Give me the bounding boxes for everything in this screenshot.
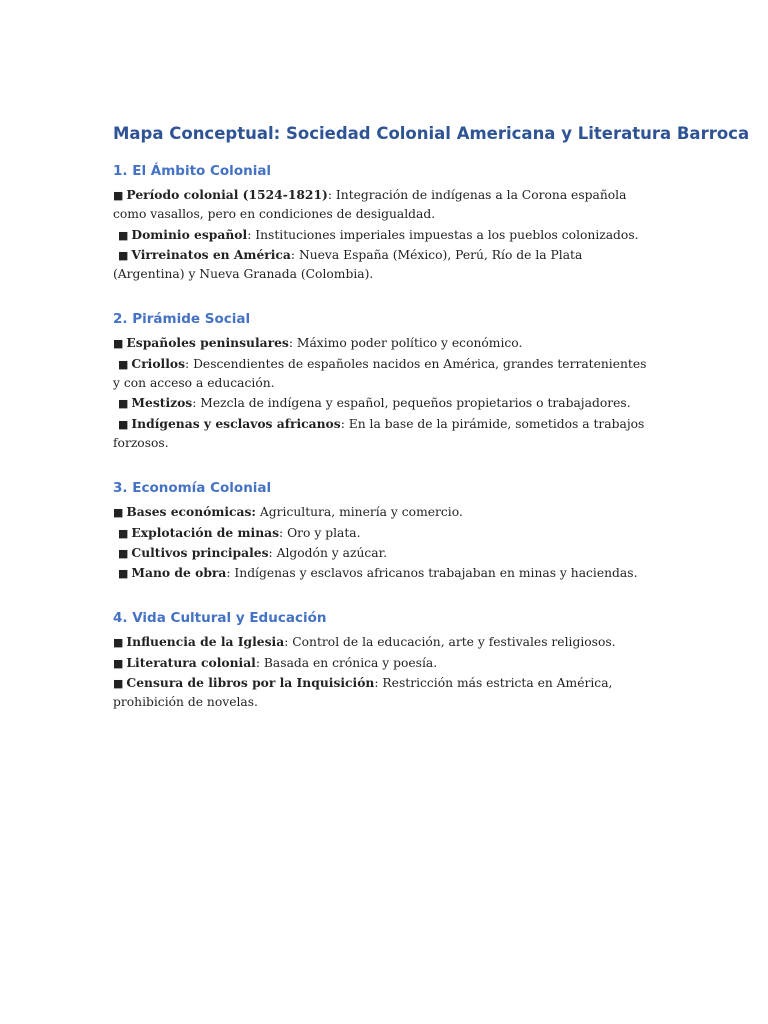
- item-label: Literatura colonial: [126, 654, 256, 670]
- item-text: : Restricción más estricta en América, prohibición de novelas.: [113, 676, 613, 710]
- item-text: : Oro y plata.: [279, 525, 361, 540]
- section-3: [113, 477, 653, 583]
- item-label: Mano de obra: [131, 565, 227, 581]
- item-text: : Basada en crónica y poesía.: [255, 655, 438, 670]
- item-label: Virreinatos en América: [131, 246, 291, 262]
- square-bullet-icon: ■: [118, 228, 129, 242]
- section-1: [113, 160, 653, 284]
- square-bullet-icon: ■: [118, 526, 129, 540]
- item-text: : Mezcla de indígena y español, pequeños propietarios o trabajadores.: [192, 396, 631, 411]
- square-bullet-icon: ■: [113, 189, 124, 202]
- item-text: : Nueva España (México), Perú, Río de la Plata (Argentina) y Nueva Granada (Colombia).: [113, 247, 583, 282]
- item-label: Bases económicas:: [126, 504, 256, 520]
- section-2: [113, 308, 653, 453]
- item-label: Dominio español: [131, 226, 248, 242]
- list-item: [113, 502, 653, 522]
- item-label: Censura de libros por la Inquisición: [126, 675, 375, 691]
- section-4: [113, 607, 653, 712]
- list-item: [113, 333, 653, 353]
- square-bullet-icon: ■: [118, 567, 129, 581]
- section-heading: 4. Vida Cultural y Educación: [113, 610, 327, 627]
- document-title: Mapa Conceptual: Sociedad Colonial Americana y Literatura Barroca: [113, 124, 750, 143]
- list-item: [113, 653, 653, 673]
- item-label: Explotación de minas: [131, 524, 280, 540]
- document-page: [113, 122, 750, 737]
- square-bullet-icon: ■: [113, 636, 124, 650]
- section-heading: 3. Economía Colonial: [113, 480, 272, 497]
- list-item: [113, 185, 653, 225]
- square-bullet-icon: ■: [118, 546, 129, 560]
- item-text: Agricultura, minería y comercio.: [255, 505, 463, 520]
- item-label: Influencia de la Iglesia: [126, 634, 285, 650]
- list-item: [113, 563, 653, 583]
- square-bullet-icon: ■: [118, 248, 129, 262]
- item-text: : En la base de la pirámide, sometidos a trabajos forzosos.: [113, 416, 645, 450]
- item-text: : Integración de indígenas a la Corona española como vasallos, pero en condiciones de desigualdad.: [113, 188, 627, 222]
- list-item: [113, 225, 653, 245]
- list-item: [113, 523, 653, 543]
- sections-container: [113, 160, 653, 713]
- item-label: Cultivos principales: [131, 544, 269, 560]
- square-bullet-icon: ■: [118, 397, 129, 411]
- square-bullet-icon: ■: [118, 417, 129, 431]
- item-label: Españoles peninsulares: [126, 335, 289, 351]
- list-item: [113, 245, 653, 285]
- square-bullet-icon: ■: [118, 357, 129, 371]
- list-item: [113, 414, 653, 454]
- list-item: [113, 543, 653, 563]
- section-heading: 1. El Ámbito Colonial: [113, 163, 272, 179]
- square-bullet-icon: ■: [113, 677, 124, 691]
- item-text: : Descendientes de españoles nacidos en América, grandes terratenientes y con acceso a educación.: [113, 356, 647, 391]
- square-bullet-icon: ■: [113, 337, 124, 351]
- list-item: [113, 393, 653, 413]
- list-item: [113, 673, 653, 713]
- square-bullet-icon: ■: [113, 506, 124, 520]
- square-bullet-icon: ■: [113, 656, 124, 670]
- item-label: Mestizos: [131, 395, 193, 411]
- item-text: : Máximo poder político y económico.: [288, 336, 523, 351]
- item-text: : Instituciones imperiales impuestas a los pueblos colonizados.: [247, 227, 639, 242]
- item-label: Criollos: [131, 355, 186, 371]
- item-text: : Algodón y azúcar.: [268, 545, 388, 560]
- item-text: : Control de la educación, arte y festivales religiosos.: [284, 635, 616, 650]
- item-text: : Indígenas y esclavos africanos trabajaban en minas y haciendas.: [226, 566, 638, 581]
- list-item: [113, 354, 653, 394]
- list-item: [113, 632, 653, 652]
- item-label: Indígenas y esclavos africanos: [131, 415, 341, 431]
- section-heading: 2. Pirámide Social: [113, 311, 251, 328]
- item-label: Período colonial (1524-1821): [126, 187, 328, 202]
